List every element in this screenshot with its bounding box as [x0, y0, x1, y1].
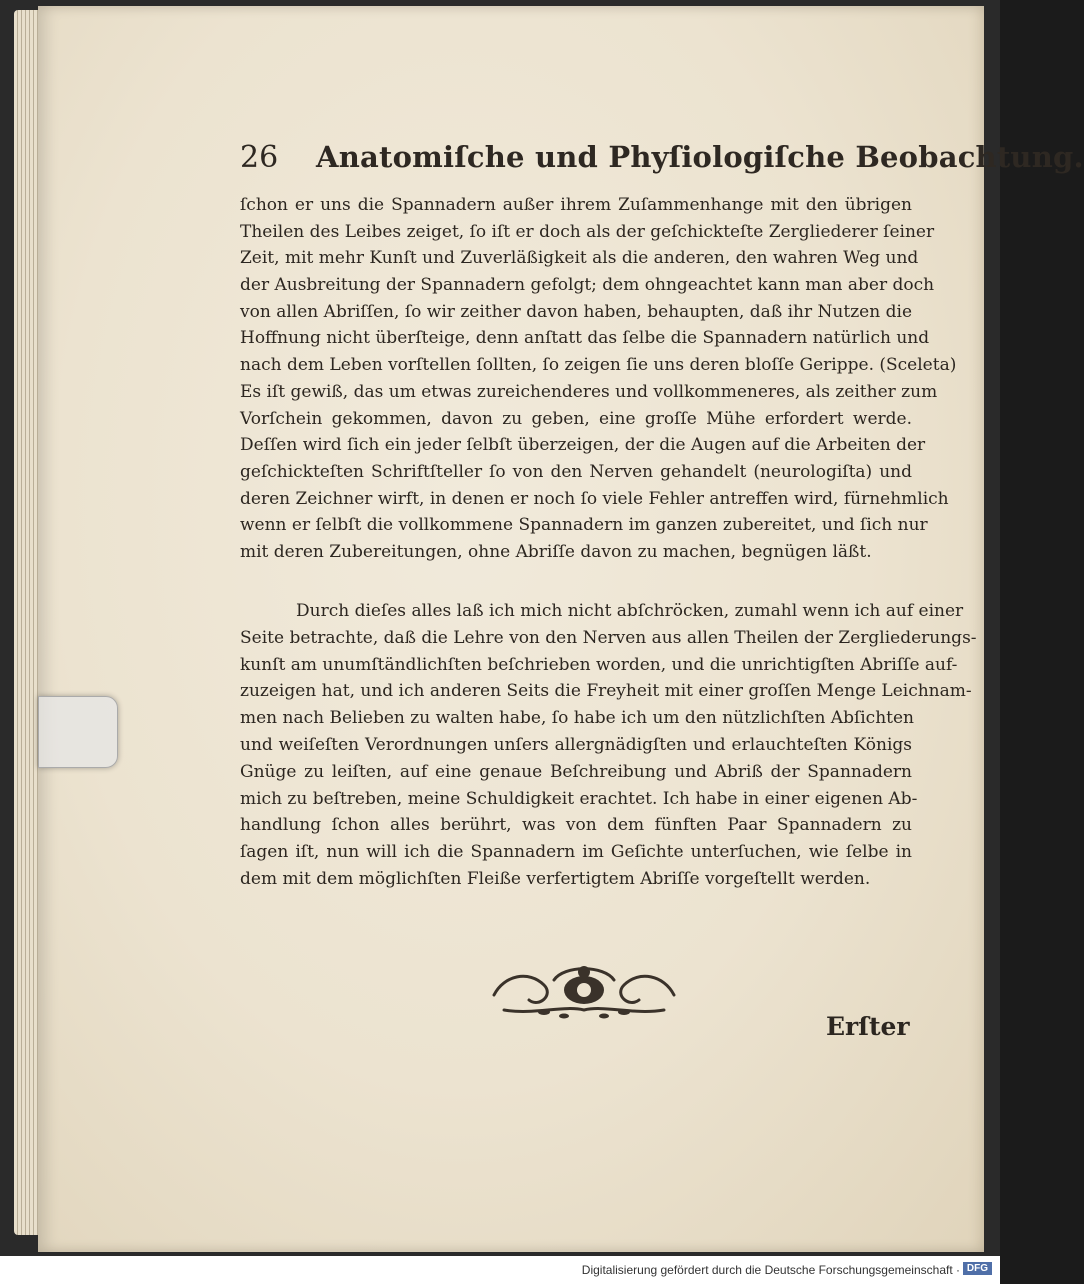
text-line: kunſt am unumſtändlichſten beſchrieben worden, und die unrichtigſten Abriſſe auf- [240, 654, 958, 675]
text-line: der Ausbreitung der Spannadern gefolgt; dem ohngeachtet kann man aber doch [240, 275, 935, 296]
text-line: Hoffnung nicht überſteige, denn anſtatt das ſelbe die Spannadern natürlich und [240, 328, 930, 349]
text-line: wenn er ſelbſt die vollkommene Spannadern im ganzen zubereitet, und ſich nur [240, 515, 928, 536]
text-line: Seite betrachte, daß die Lehre von den Nerven aus allen Theilen der Zergliederungs- [240, 627, 977, 648]
text-line: Theilen des Leibes zeiget, ſo iſt er doch als der geſchickteſte Zergliederer ſeiner [240, 221, 935, 242]
text-line: und weiſeſten Verordnungen unſers allergnädigſten und erlauchteſten Königs [240, 734, 912, 755]
text-line: mit deren Zubereitungen, ohne Abriſſe davon zu machen, begnügen läßt. [240, 541, 872, 562]
running-head [240, 140, 1084, 180]
page-number: 26 [240, 140, 279, 175]
text-line: handlung ſchon alles berührt, was von dem fünften Paar Spannadern zu [240, 815, 912, 836]
text-line: ſagen iſt, nun will ich die Spannadern im Geſichte unterſuchen, wie ſelbe in [240, 842, 912, 863]
dfg-logo: DFG [963, 1262, 992, 1275]
printers-ornament [484, 950, 684, 1030]
text-line: Gnüge zu leiſten, auf eine genaue Beſchreibung und Abriß der Spannadern [240, 761, 912, 782]
funding-credit: Digitalisierung gefördert durch die Deutsche Forschungsgemeinschaft · [581, 1263, 960, 1277]
text-line: Es iſt gewiß, das um etwas zureichenderes und vollkommeneres, als zeither zum [240, 381, 938, 402]
text-line: Deſſen wird ſich ein jeder ſelbſt überzeigen, der die Augen auf die Arbeiten der [240, 435, 926, 456]
text-line: geſchickteſten Schriftſteller ſo von den Nerven gehandelt (neurologiſta) und [240, 461, 912, 482]
text-line: Durch dieſes alles laß ich mich nicht abſchröcken, zumahl wenn ich auf einer [296, 601, 964, 621]
text-line: mich zu beſtreben, meine Schuldigkeit erachtet. Ich habe in einer eigenen Ab- [240, 788, 918, 809]
text-line: Vorſchein gekommen, davon zu geben, eine groſſe Mühe erfordert werde. [240, 408, 912, 429]
paragraph-2 [240, 598, 977, 893]
paragraph-1 [240, 192, 957, 566]
page-clip [38, 696, 118, 768]
text-line: deren Zeichner wirft, in denen er noch ſo viele Fehler antreffen wird, fürnehmlich [240, 488, 949, 509]
text-line: nach dem Leben vorſtellen ſollten, ſo zeigen ſie uns deren bloſſe Gerippe. (Sceleta) [240, 355, 957, 376]
catchword: Erſter [826, 1012, 910, 1041]
digitization-footer [0, 1256, 1000, 1284]
text-line: von allen Abriſſen, ſo wir zeither davon haben, behaupten, daß ihr Nutzen die [240, 301, 912, 322]
text-line: dem mit dem möglichſten Fleiße verfertigtem Abriſſe vorgeſtellt werden. [240, 868, 871, 889]
running-title: Anatomiſche und Phyſiologiſche Beobachtung. [316, 140, 1084, 174]
text-line: men nach Belieben zu walten habe, ſo habe ich um den nützlichſten Abſichten [240, 708, 914, 729]
text-line: Zeit, mit mehr Kunſt und Zuverläßigkeit als die anderen, den wahren Weg und [240, 248, 919, 269]
text-line: zuzeigen hat, und ich anderen Seits die Freyheit mit einer groſſen Menge Leichnam- [240, 681, 972, 702]
text-line: ſchon er uns die Spannadern außer ihrem Zuſammenhange mit den übrigen [240, 195, 912, 215]
